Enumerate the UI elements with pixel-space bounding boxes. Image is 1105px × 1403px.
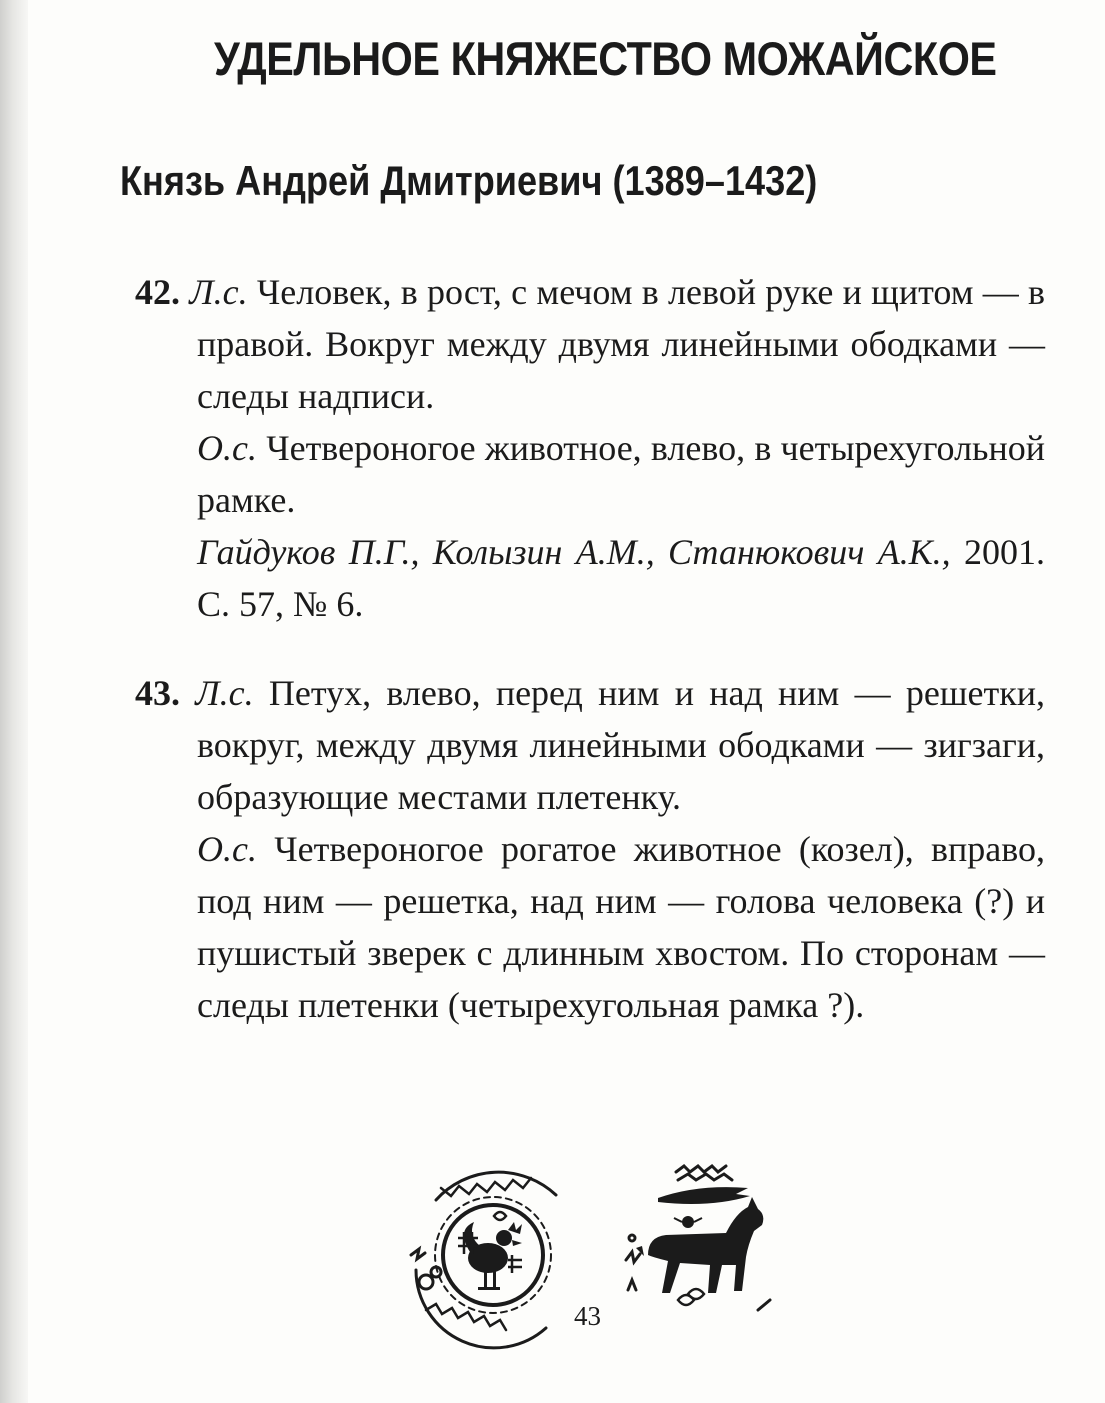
citation-authors: Гайдуков П.Г., Колызин А.М., Станюкович А.К., [197, 532, 951, 572]
entry-obverse [135, 667, 1045, 823]
citation-ref: 2001. С. 57, № 6. [197, 532, 1045, 624]
page-gutter-shadow [0, 0, 28, 1403]
page-number: 43 [574, 1301, 601, 1331]
section-title: Князь Андрей Дмитриевич (1389–1432) [120, 157, 818, 204]
reverse-label: О.с. [197, 829, 257, 869]
obverse-label: Л.с. [189, 272, 248, 312]
goat-seal-icon [618, 1160, 783, 1330]
rooster-seal-icon [396, 1160, 586, 1350]
entry-obverse [135, 266, 1045, 422]
reverse-text: Четвероногое животное, влево, в четырехугольной рамке. [197, 428, 1045, 520]
entry-citation [135, 526, 1045, 630]
reverse-label: О.с. [197, 428, 257, 468]
entry-reverse [135, 422, 1045, 526]
catalog-entry-42 [135, 266, 1045, 630]
entry-reverse [135, 823, 1045, 1031]
entry-number: 43. [135, 673, 180, 713]
chapter-title: УДЕЛЬНОЕ КНЯЖЕСТВО МОЖАЙСКОЕ [214, 32, 997, 85]
entry-number: 42. [135, 272, 180, 312]
catalog-entry-43 [135, 667, 1045, 1031]
reverse-text: Четвероногое рогатое животное (козел), вправо, под ним — решетка, над ним — голова человека (?) и пушистый зверек с длинным хвостом. По сторонам — следы плетенки (четырехугольная рамка ?). [197, 829, 1045, 1025]
obverse-label: Л.с. [195, 673, 254, 713]
obverse-text: Человек, в рост, с мечом в левой руке и щитом — в правой. Вокруг между двумя линейными ободками — следы надписи. [197, 272, 1045, 416]
obverse-text: Петух, влево, перед ним и над ним — решетки, вокруг, между двумя линейными ободками — зигзаги, образующие местами плетенку. [197, 673, 1045, 817]
